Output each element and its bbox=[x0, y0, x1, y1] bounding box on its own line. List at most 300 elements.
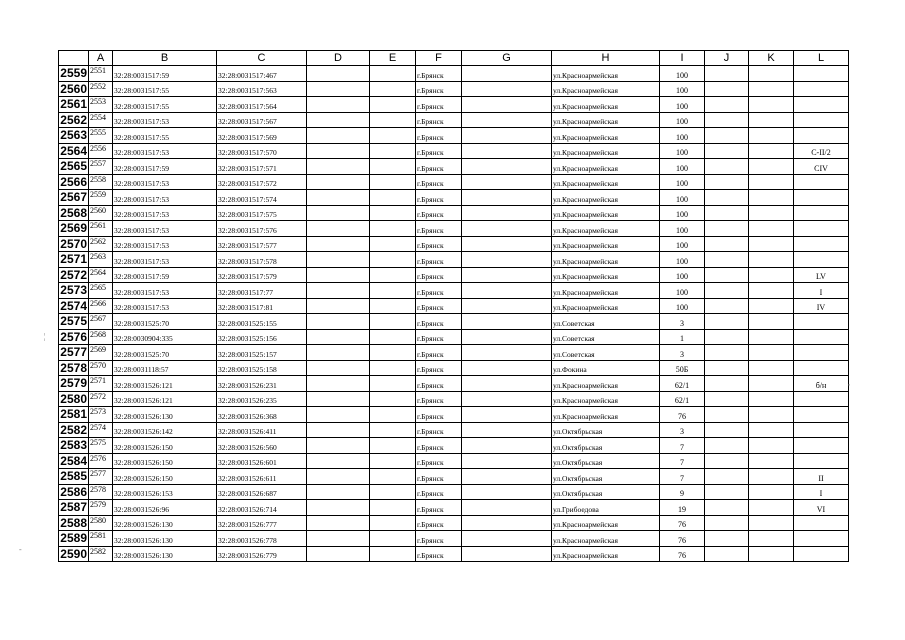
cell-e[interactable] bbox=[370, 546, 416, 562]
cell-i[interactable]: 3 bbox=[660, 314, 705, 330]
cell-k[interactable] bbox=[749, 205, 794, 221]
cell-g[interactable] bbox=[462, 298, 552, 314]
cell-l[interactable] bbox=[794, 128, 849, 144]
cell-j[interactable] bbox=[705, 174, 749, 190]
cell-b[interactable]: 32:28:0031526:153 bbox=[113, 484, 217, 500]
cell-h[interactable]: ул.Красноармейская bbox=[552, 252, 660, 268]
cell-l[interactable] bbox=[794, 221, 849, 237]
cell-f[interactable]: г.Брянск bbox=[416, 221, 462, 237]
cell-j[interactable] bbox=[705, 252, 749, 268]
cell-d[interactable] bbox=[307, 531, 370, 547]
cell-h[interactable]: ул.Фокина bbox=[552, 360, 660, 376]
cell-d[interactable] bbox=[307, 546, 370, 562]
cell-j[interactable] bbox=[705, 360, 749, 376]
cell-f[interactable]: г.Брянск bbox=[416, 190, 462, 206]
cell-g[interactable] bbox=[462, 205, 552, 221]
cell-b[interactable]: 32:28:0031526:150 bbox=[113, 438, 217, 454]
cell-d[interactable] bbox=[307, 360, 370, 376]
row-number-cell[interactable]: 2574 bbox=[60, 298, 87, 313]
cell-h[interactable]: ул.Красноармейская bbox=[552, 221, 660, 237]
cell-i[interactable]: 1 bbox=[660, 329, 705, 345]
cell-b[interactable]: 32:28:0030904:335 bbox=[113, 329, 217, 345]
cell-i[interactable]: 100 bbox=[660, 236, 705, 252]
cell-j[interactable] bbox=[705, 283, 749, 299]
cell-l[interactable] bbox=[794, 252, 849, 268]
cell-k[interactable] bbox=[749, 236, 794, 252]
cell-c[interactable]: 32:28:0031526:611 bbox=[217, 469, 307, 485]
cell-e[interactable] bbox=[370, 376, 416, 392]
cell-i[interactable]: 100 bbox=[660, 159, 705, 175]
cell-e[interactable] bbox=[370, 267, 416, 283]
cell-c[interactable]: 32:28:0031517:567 bbox=[217, 112, 307, 128]
cell-g[interactable] bbox=[462, 112, 552, 128]
cell-e[interactable] bbox=[370, 360, 416, 376]
row-number-cell[interactable]: 2581 bbox=[60, 407, 87, 422]
cell-i[interactable]: 50Б bbox=[660, 360, 705, 376]
cell-g[interactable] bbox=[462, 174, 552, 190]
cell-e[interactable] bbox=[370, 221, 416, 237]
row-number-cell[interactable]: 2589 bbox=[60, 531, 87, 546]
cell-f[interactable]: г.Брянск bbox=[416, 97, 462, 113]
cell-f[interactable]: г.Брянск bbox=[416, 345, 462, 361]
cell-j[interactable] bbox=[705, 298, 749, 314]
cell-d[interactable] bbox=[307, 298, 370, 314]
cell-b[interactable]: 32:28:0031526:121 bbox=[113, 391, 217, 407]
cell-l[interactable] bbox=[794, 453, 849, 469]
column-header-l[interactable]: L bbox=[794, 51, 849, 66]
cell-f[interactable]: г.Брянск bbox=[416, 391, 462, 407]
cell-h[interactable]: ул.Красноармейская bbox=[552, 515, 660, 531]
cell-c[interactable]: 32:28:0031525:155 bbox=[217, 314, 307, 330]
row-number-cell[interactable]: 2582 bbox=[60, 422, 87, 437]
cell-i[interactable]: 7 bbox=[660, 438, 705, 454]
row-number-cell[interactable]: 2560 bbox=[60, 81, 87, 96]
cell-j[interactable] bbox=[705, 422, 749, 438]
cell-a[interactable]: 2573 bbox=[89, 407, 113, 423]
cell-k[interactable] bbox=[749, 360, 794, 376]
cell-f[interactable]: г.Брянск bbox=[416, 360, 462, 376]
cell-h[interactable]: ул.Красноармейская bbox=[552, 391, 660, 407]
cell-b[interactable]: 32:28:0031525:70 bbox=[113, 314, 217, 330]
cell-g[interactable] bbox=[462, 422, 552, 438]
cell-l[interactable] bbox=[794, 422, 849, 438]
cell-a[interactable]: 2560 bbox=[89, 205, 113, 221]
cell-a[interactable]: 2575 bbox=[89, 438, 113, 454]
cell-f[interactable]: г.Брянск bbox=[416, 112, 462, 128]
cell-f[interactable]: г.Брянск bbox=[416, 128, 462, 144]
cell-h[interactable]: ул.Красноармейская bbox=[552, 159, 660, 175]
cell-k[interactable] bbox=[749, 531, 794, 547]
cell-e[interactable] bbox=[370, 298, 416, 314]
cell-b[interactable]: 32:28:0031517:59 bbox=[113, 267, 217, 283]
cell-g[interactable] bbox=[462, 190, 552, 206]
cell-c[interactable]: 32:28:0031517:564 bbox=[217, 97, 307, 113]
cell-i[interactable]: 100 bbox=[660, 267, 705, 283]
cell-b[interactable]: 32:28:0031526:130 bbox=[113, 407, 217, 423]
cell-e[interactable] bbox=[370, 515, 416, 531]
cell-l[interactable] bbox=[794, 97, 849, 113]
cell-g[interactable] bbox=[462, 221, 552, 237]
cell-a[interactable]: 2552 bbox=[89, 81, 113, 97]
cell-f[interactable]: г.Брянск bbox=[416, 298, 462, 314]
cell-d[interactable] bbox=[307, 453, 370, 469]
cell-h[interactable]: ул.Красноармейская bbox=[552, 81, 660, 97]
cell-f[interactable]: г.Брянск bbox=[416, 66, 462, 82]
cell-i[interactable]: 7 bbox=[660, 469, 705, 485]
cell-d[interactable] bbox=[307, 205, 370, 221]
cell-g[interactable] bbox=[462, 453, 552, 469]
cell-i[interactable]: 100 bbox=[660, 252, 705, 268]
cell-j[interactable] bbox=[705, 66, 749, 82]
cell-e[interactable] bbox=[370, 112, 416, 128]
cell-a[interactable]: 2576 bbox=[89, 453, 113, 469]
cell-l[interactable] bbox=[794, 438, 849, 454]
cell-l[interactable] bbox=[794, 205, 849, 221]
column-header-k[interactable]: K bbox=[749, 51, 794, 66]
cell-g[interactable] bbox=[462, 484, 552, 500]
cell-i[interactable]: 3 bbox=[660, 345, 705, 361]
cell-k[interactable] bbox=[749, 345, 794, 361]
cell-k[interactable] bbox=[749, 376, 794, 392]
row-number-cell[interactable]: 2580 bbox=[60, 391, 87, 406]
cell-c[interactable]: 32:28:0031517:578 bbox=[217, 252, 307, 268]
cell-j[interactable] bbox=[705, 469, 749, 485]
row-number-cell[interactable]: 2564 bbox=[60, 143, 87, 158]
cell-l[interactable] bbox=[794, 236, 849, 252]
cell-f[interactable]: г.Брянск bbox=[416, 159, 462, 175]
cell-c[interactable]: 32:28:0031517:563 bbox=[217, 81, 307, 97]
cell-l[interactable] bbox=[794, 190, 849, 206]
cell-i[interactable]: 100 bbox=[660, 128, 705, 144]
cell-j[interactable] bbox=[705, 531, 749, 547]
cell-h[interactable]: ул.Октябрьская bbox=[552, 453, 660, 469]
cell-k[interactable] bbox=[749, 221, 794, 237]
cell-d[interactable] bbox=[307, 438, 370, 454]
cell-j[interactable] bbox=[705, 453, 749, 469]
cell-i[interactable]: 100 bbox=[660, 221, 705, 237]
cell-c[interactable]: 32:28:0031517:572 bbox=[217, 174, 307, 190]
cell-k[interactable] bbox=[749, 159, 794, 175]
cell-h[interactable]: ул.Красноармейская bbox=[552, 66, 660, 82]
cell-i[interactable]: 100 bbox=[660, 205, 705, 221]
cell-d[interactable] bbox=[307, 515, 370, 531]
cell-k[interactable] bbox=[749, 469, 794, 485]
cell-f[interactable]: г.Брянск bbox=[416, 500, 462, 516]
row-number-cell[interactable]: 2590 bbox=[60, 546, 87, 561]
cell-b[interactable]: 32:28:0031517:59 bbox=[113, 159, 217, 175]
cell-i[interactable]: 100 bbox=[660, 298, 705, 314]
cell-h[interactable]: ул.Красноармейская bbox=[552, 190, 660, 206]
cell-e[interactable] bbox=[370, 345, 416, 361]
cell-g[interactable] bbox=[462, 438, 552, 454]
column-header-f[interactable]: F bbox=[416, 51, 462, 66]
cell-b[interactable]: 32:28:0031517:53 bbox=[113, 236, 217, 252]
cell-g[interactable] bbox=[462, 391, 552, 407]
cell-c[interactable]: 32:28:0031526:411 bbox=[217, 422, 307, 438]
cell-k[interactable] bbox=[749, 97, 794, 113]
cell-k[interactable] bbox=[749, 174, 794, 190]
cell-i[interactable]: 76 bbox=[660, 515, 705, 531]
cell-f[interactable]: г.Брянск bbox=[416, 453, 462, 469]
cell-c[interactable]: 32:28:0031517:571 bbox=[217, 159, 307, 175]
cell-i[interactable]: 100 bbox=[660, 190, 705, 206]
cell-j[interactable] bbox=[705, 97, 749, 113]
cell-h[interactable]: ул.Красноармейская bbox=[552, 236, 660, 252]
cell-d[interactable] bbox=[307, 314, 370, 330]
cell-c[interactable]: 32:28:0031526:368 bbox=[217, 407, 307, 423]
cell-g[interactable] bbox=[462, 360, 552, 376]
cell-l[interactable]: CIV bbox=[794, 159, 849, 175]
cell-d[interactable] bbox=[307, 143, 370, 159]
cell-f[interactable]: г.Брянск bbox=[416, 469, 462, 485]
cell-i[interactable]: 76 bbox=[660, 407, 705, 423]
cell-k[interactable] bbox=[749, 314, 794, 330]
cell-h[interactable]: ул.Октябрьская bbox=[552, 484, 660, 500]
cell-e[interactable] bbox=[370, 174, 416, 190]
cell-l[interactable]: I bbox=[794, 484, 849, 500]
cell-g[interactable] bbox=[462, 531, 552, 547]
cell-f[interactable]: г.Брянск bbox=[416, 252, 462, 268]
cell-b[interactable]: 32:28:0031517:53 bbox=[113, 112, 217, 128]
cell-l[interactable] bbox=[794, 546, 849, 562]
cell-g[interactable] bbox=[462, 252, 552, 268]
cell-a[interactable]: 2564 bbox=[89, 267, 113, 283]
cell-e[interactable] bbox=[370, 438, 416, 454]
cell-l[interactable]: I bbox=[794, 283, 849, 299]
cell-h[interactable]: ул.Красноармейская bbox=[552, 128, 660, 144]
cell-l[interactable] bbox=[794, 531, 849, 547]
cell-i[interactable]: 19 bbox=[660, 500, 705, 516]
cell-h[interactable]: ул.Красноармейская bbox=[552, 376, 660, 392]
cell-b[interactable]: 32:28:0031517:53 bbox=[113, 205, 217, 221]
cell-c[interactable]: 32:28:0031525:156 bbox=[217, 329, 307, 345]
cell-e[interactable] bbox=[370, 469, 416, 485]
cell-e[interactable] bbox=[370, 190, 416, 206]
cell-j[interactable] bbox=[705, 236, 749, 252]
cell-g[interactable] bbox=[462, 143, 552, 159]
cell-j[interactable] bbox=[705, 314, 749, 330]
cell-f[interactable]: г.Брянск bbox=[416, 314, 462, 330]
cell-d[interactable] bbox=[307, 376, 370, 392]
cell-c[interactable]: 32:28:0031517:575 bbox=[217, 205, 307, 221]
cell-f[interactable]: г.Брянск bbox=[416, 422, 462, 438]
cell-d[interactable] bbox=[307, 66, 370, 82]
cell-b[interactable]: 32:28:0031526:130 bbox=[113, 515, 217, 531]
row-number-cell[interactable]: 2583 bbox=[60, 438, 87, 453]
cell-h[interactable]: ул.Красноармейская bbox=[552, 546, 660, 562]
row-number-cell[interactable]: 2561 bbox=[60, 97, 87, 112]
cell-g[interactable] bbox=[462, 66, 552, 82]
cell-l[interactable]: б/н bbox=[794, 376, 849, 392]
cell-k[interactable] bbox=[749, 500, 794, 516]
cell-h[interactable]: ул.Советская bbox=[552, 345, 660, 361]
cell-l[interactable] bbox=[794, 81, 849, 97]
cell-h[interactable]: ул.Красноармейская bbox=[552, 531, 660, 547]
cell-b[interactable]: 32:28:0031517:53 bbox=[113, 221, 217, 237]
cell-e[interactable] bbox=[370, 407, 416, 423]
cell-a[interactable]: 2578 bbox=[89, 484, 113, 500]
cell-b[interactable]: 32:28:0031517:53 bbox=[113, 298, 217, 314]
row-number-cell[interactable]: 2570 bbox=[60, 236, 87, 251]
cell-c[interactable]: 32:28:0031525:157 bbox=[217, 345, 307, 361]
cell-g[interactable] bbox=[462, 81, 552, 97]
cell-i[interactable]: 100 bbox=[660, 174, 705, 190]
cell-l[interactable]: С-II/2 bbox=[794, 143, 849, 159]
cell-c[interactable]: 32:28:0031526:601 bbox=[217, 453, 307, 469]
cell-c[interactable]: 32:28:0031517:467 bbox=[217, 66, 307, 82]
cell-a[interactable]: 2562 bbox=[89, 236, 113, 252]
cell-d[interactable] bbox=[307, 391, 370, 407]
cell-l[interactable] bbox=[794, 345, 849, 361]
cell-j[interactable] bbox=[705, 345, 749, 361]
cell-c[interactable]: 32:28:0031517:579 bbox=[217, 267, 307, 283]
row-number-cell[interactable]: 2566 bbox=[60, 174, 87, 189]
cell-j[interactable] bbox=[705, 159, 749, 175]
cell-c[interactable]: 32:28:0031517:577 bbox=[217, 236, 307, 252]
cell-a[interactable]: 2563 bbox=[89, 252, 113, 268]
cell-l[interactable]: IV bbox=[794, 298, 849, 314]
cell-h[interactable]: ул.Октябрьская bbox=[552, 422, 660, 438]
cell-i[interactable]: 100 bbox=[660, 81, 705, 97]
cell-a[interactable]: 2558 bbox=[89, 174, 113, 190]
cell-g[interactable] bbox=[462, 345, 552, 361]
cell-g[interactable] bbox=[462, 159, 552, 175]
cell-h[interactable]: ул.Октябрьская bbox=[552, 469, 660, 485]
cell-b[interactable]: 32:28:0031517:55 bbox=[113, 128, 217, 144]
column-header-j[interactable]: J bbox=[705, 51, 749, 66]
cell-g[interactable] bbox=[462, 407, 552, 423]
cell-a[interactable]: 2579 bbox=[89, 500, 113, 516]
cell-h[interactable]: ул.Красноармейская bbox=[552, 97, 660, 113]
cell-a[interactable]: 2555 bbox=[89, 128, 113, 144]
cell-k[interactable] bbox=[749, 515, 794, 531]
cell-i[interactable]: 3 bbox=[660, 422, 705, 438]
cell-k[interactable] bbox=[749, 407, 794, 423]
cell-j[interactable] bbox=[705, 221, 749, 237]
cell-j[interactable] bbox=[705, 546, 749, 562]
cell-a[interactable]: 2567 bbox=[89, 314, 113, 330]
cell-a[interactable]: 2565 bbox=[89, 283, 113, 299]
cell-b[interactable]: 32:28:0031526:150 bbox=[113, 469, 217, 485]
cell-b[interactable]: 32:28:0031517:55 bbox=[113, 81, 217, 97]
cell-h[interactable]: ул.Красноармейская bbox=[552, 143, 660, 159]
cell-l[interactable] bbox=[794, 174, 849, 190]
cell-a[interactable]: 2566 bbox=[89, 298, 113, 314]
cell-j[interactable] bbox=[705, 205, 749, 221]
cell-j[interactable] bbox=[705, 515, 749, 531]
cell-f[interactable]: г.Брянск bbox=[416, 376, 462, 392]
cell-f[interactable]: г.Брянск bbox=[416, 236, 462, 252]
cell-i[interactable]: 62/1 bbox=[660, 376, 705, 392]
row-number-cell[interactable]: 2567 bbox=[60, 190, 87, 205]
cell-i[interactable]: 100 bbox=[660, 66, 705, 82]
row-number-cell[interactable]: 2586 bbox=[60, 484, 87, 499]
cell-c[interactable]: 32:28:0031517:569 bbox=[217, 128, 307, 144]
cell-k[interactable] bbox=[749, 190, 794, 206]
cell-e[interactable] bbox=[370, 453, 416, 469]
cell-g[interactable] bbox=[462, 500, 552, 516]
cell-h[interactable]: ул.Октябрьская bbox=[552, 438, 660, 454]
cell-j[interactable] bbox=[705, 391, 749, 407]
cell-b[interactable]: 32:28:0031517:53 bbox=[113, 174, 217, 190]
cell-e[interactable] bbox=[370, 252, 416, 268]
cell-l[interactable] bbox=[794, 515, 849, 531]
cell-g[interactable] bbox=[462, 469, 552, 485]
cell-e[interactable] bbox=[370, 314, 416, 330]
cell-h[interactable]: ул.Красноармейская bbox=[552, 298, 660, 314]
cell-d[interactable] bbox=[307, 112, 370, 128]
cell-d[interactable] bbox=[307, 422, 370, 438]
row-number-cell[interactable]: 2571 bbox=[60, 252, 87, 267]
cell-g[interactable] bbox=[462, 128, 552, 144]
row-number-cell[interactable]: 2576 bbox=[60, 329, 87, 344]
cell-c[interactable]: 32:28:0031526:779 bbox=[217, 546, 307, 562]
cell-j[interactable] bbox=[705, 438, 749, 454]
cell-l[interactable] bbox=[794, 329, 849, 345]
cell-l[interactable] bbox=[794, 66, 849, 82]
row-number-cell[interactable]: 2575 bbox=[60, 314, 87, 329]
cell-e[interactable] bbox=[370, 391, 416, 407]
column-header-i[interactable]: I bbox=[660, 51, 705, 66]
cell-g[interactable] bbox=[462, 515, 552, 531]
cell-e[interactable] bbox=[370, 159, 416, 175]
cell-d[interactable] bbox=[307, 221, 370, 237]
cell-g[interactable] bbox=[462, 329, 552, 345]
cell-i[interactable]: 76 bbox=[660, 531, 705, 547]
cell-a[interactable]: 2577 bbox=[89, 469, 113, 485]
cell-b[interactable]: 32:28:0031517:53 bbox=[113, 190, 217, 206]
cell-i[interactable]: 76 bbox=[660, 546, 705, 562]
row-number-cell[interactable]: 2562 bbox=[60, 112, 87, 127]
cell-f[interactable]: г.Брянск bbox=[416, 531, 462, 547]
cell-a[interactable]: 2556 bbox=[89, 143, 113, 159]
cell-i[interactable]: 100 bbox=[660, 283, 705, 299]
cell-g[interactable] bbox=[462, 236, 552, 252]
cell-j[interactable] bbox=[705, 407, 749, 423]
row-number-cell[interactable]: 2568 bbox=[60, 205, 87, 220]
cell-k[interactable] bbox=[749, 391, 794, 407]
cell-k[interactable] bbox=[749, 438, 794, 454]
cell-i[interactable]: 62/1 bbox=[660, 391, 705, 407]
cell-g[interactable] bbox=[462, 283, 552, 299]
cell-b[interactable]: 32:28:0031118:57 bbox=[113, 360, 217, 376]
cell-d[interactable] bbox=[307, 283, 370, 299]
cell-g[interactable] bbox=[462, 314, 552, 330]
cell-d[interactable] bbox=[307, 469, 370, 485]
cell-a[interactable]: 2581 bbox=[89, 531, 113, 547]
column-header-h[interactable]: H bbox=[552, 51, 660, 66]
cell-h[interactable]: ул.Советская bbox=[552, 314, 660, 330]
cell-b[interactable]: 32:28:0031526:142 bbox=[113, 422, 217, 438]
cell-c[interactable]: 32:28:0031525:158 bbox=[217, 360, 307, 376]
cell-d[interactable] bbox=[307, 97, 370, 113]
corner-cell[interactable] bbox=[59, 51, 89, 66]
cell-f[interactable]: г.Брянск bbox=[416, 205, 462, 221]
cell-f[interactable]: г.Брянск bbox=[416, 81, 462, 97]
cell-h[interactable]: ул.Красноармейская bbox=[552, 283, 660, 299]
cell-f[interactable]: г.Брянск bbox=[416, 515, 462, 531]
cell-a[interactable]: 2580 bbox=[89, 515, 113, 531]
cell-d[interactable] bbox=[307, 267, 370, 283]
cell-f[interactable]: г.Брянск bbox=[416, 407, 462, 423]
cell-g[interactable] bbox=[462, 376, 552, 392]
cell-e[interactable] bbox=[370, 329, 416, 345]
cell-l[interactable] bbox=[794, 112, 849, 128]
cell-e[interactable] bbox=[370, 205, 416, 221]
cell-h[interactable]: ул.Красноармейская bbox=[552, 205, 660, 221]
cell-c[interactable]: 32:28:0031517:576 bbox=[217, 221, 307, 237]
cell-k[interactable] bbox=[749, 298, 794, 314]
